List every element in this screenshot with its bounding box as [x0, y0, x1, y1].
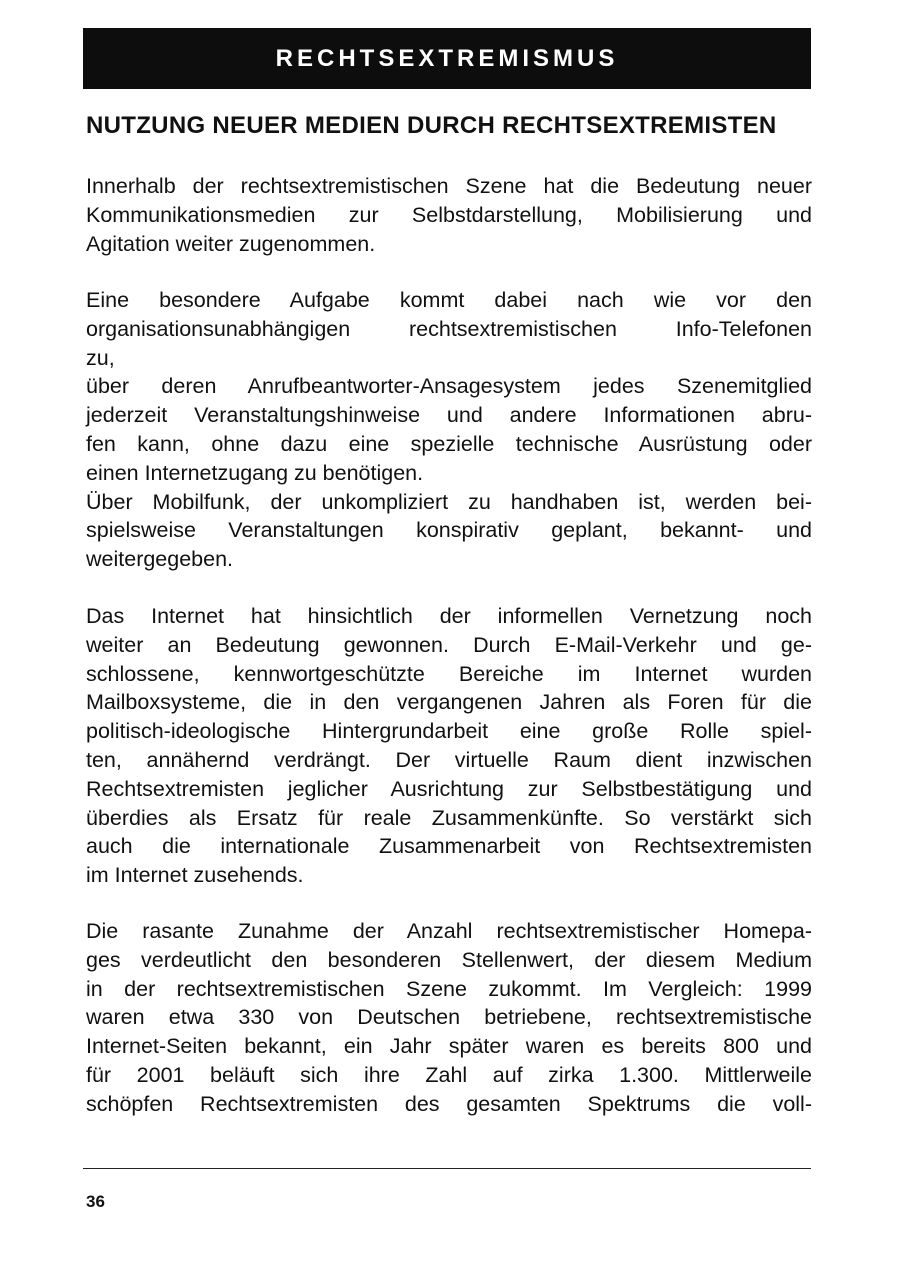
text-line: schlossene, kennwortgeschützte Bereiche im Internet wurden — [86, 661, 812, 686]
text-line: Eine besondere Aufgabe kommt dabei nach wie vor den — [86, 288, 812, 312]
text-line: Agitation weiter zugenommen. — [86, 231, 376, 256]
text-line: für 2001 beläuft sich ihre Zahl auf zirka 1.300. Mittlerweile — [86, 1062, 812, 1087]
text-line: jederzeit Veranstaltungshinweise und andere Informationen abru- — [86, 403, 812, 428]
text-line: weitergegeben. — [86, 547, 234, 572]
text-line: über deren Anrufbeantworter-Ansagesystem jedes Szenemitglied — [86, 374, 812, 399]
section-banner — [83, 28, 811, 89]
text-line: Innerhalb der rechtsextremistischen Szene hat die Bedeutung neuer — [86, 174, 812, 198]
text-line: weiter an Bedeutung gewonnen. Durch E-Mail-Verkehr und ge- — [86, 632, 812, 657]
text-line: zu, — [86, 345, 115, 370]
paragraph-4 — [86, 917, 812, 1119]
text-line: Internet-Seiten bekannt, ein Jahr später waren es bereits 800 und — [86, 1034, 812, 1059]
text-line: spielsweise Veranstaltungen konspirativ geplant, bekannt- und — [86, 518, 812, 543]
chapter-heading: NUTZUNG NEUER MEDIEN DURCH RECHTSEXTREMISTEN — [86, 112, 777, 139]
text-line: überdies als Ersatz für reale Zusammenkünfte. So verstärkt sich — [86, 805, 812, 830]
text-line: ten, annähernd verdrängt. Der virtuelle Raum dient inzwischen — [86, 747, 812, 772]
text-line: in der rechtsextremistischen Szene zukommt. Im Vergleich: 1999 — [86, 976, 812, 1001]
paragraph-3 — [86, 602, 812, 890]
text-line: ges verdeutlicht den besonderen Stellenwert, der diesem Medium — [86, 947, 812, 972]
text-line: waren etwa 330 von Deutschen betriebene, rechtsextremistische — [86, 1005, 812, 1030]
text-line: schöpfen Rechtsextremisten des gesamten Spektrums die voll- — [86, 1091, 812, 1116]
footer-divider — [83, 1168, 811, 1169]
text-line: Rechtsextremisten jeglicher Ausrichtung zur Selbstbestätigung und — [86, 776, 812, 801]
text-line: politisch-ideologische Hintergrundarbeit eine große Rolle spiel- — [86, 719, 812, 744]
text-line: Kommunikationsmedien zur Selbstdarstellung, Mobilisierung und — [86, 202, 812, 227]
text-line: Mailboxsysteme, die in den vergangenen Jahren als Foren für die — [86, 690, 812, 715]
section-title: RECHTSEXTREMISMUS — [275, 44, 619, 72]
text-line: Die rasante Zunahme der Anzahl rechtsextremistischer Homepa- — [86, 919, 812, 943]
text-line: auch die internationale Zusammenarbeit von Rechtsextremisten — [86, 834, 812, 859]
text-line: einen Internetzugang zu benötigen. — [86, 460, 424, 485]
text-line: Über Mobilfunk, der unkompliziert zu handhaben ist, werden bei- — [86, 489, 812, 514]
text-line: im Internet zusehends. — [86, 863, 304, 888]
text-line: Das Internet hat hinsichtlich der informellen Vernetzung noch — [86, 604, 812, 628]
paragraph-1 — [86, 172, 812, 258]
paragraph-2 — [86, 286, 812, 574]
page-number: 36 — [86, 1192, 105, 1211]
text-line: fen kann, ohne dazu eine spezielle technische Ausrüstung oder — [86, 431, 812, 456]
text-line: organisationsunabhängigen rechtsextremistischen Info-Telefonen — [86, 316, 812, 341]
